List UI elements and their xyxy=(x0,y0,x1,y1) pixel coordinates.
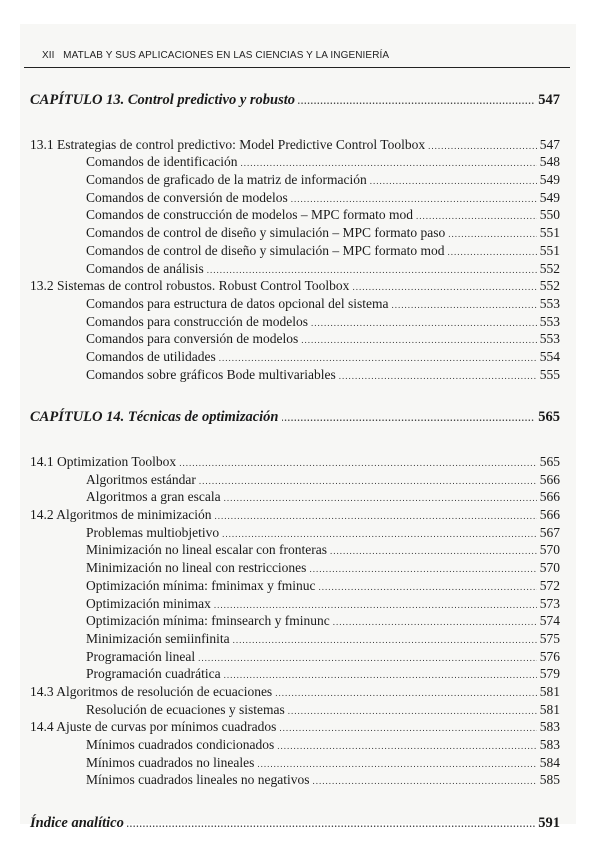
leader-dots xyxy=(318,579,536,597)
toc-item xyxy=(30,153,560,171)
toc-entry-page: 565 xyxy=(539,454,560,469)
toc-entry-title: Optimización mínima: fminsearch y fminunc xyxy=(86,613,330,629)
leader-dots xyxy=(339,368,537,386)
leader-dots xyxy=(127,816,535,834)
toc-section-13-2 xyxy=(30,277,560,295)
toc-entry-title: 13.1 Estrategias de control predictivo: Model Predictive Control Toolbox xyxy=(30,136,426,152)
leader-dots xyxy=(312,773,536,791)
toc-entry-title: Comandos de graficado de la matriz de información xyxy=(86,172,367,188)
toc-entry-page: 585 xyxy=(539,772,560,788)
toc-chapter-13 xyxy=(30,92,560,110)
toc-entry-page: 566 xyxy=(539,489,560,505)
leader-dots xyxy=(392,297,537,315)
toc-entry-page: 584 xyxy=(539,754,560,770)
toc-entry-title: Comandos para construcción de modelos xyxy=(86,313,308,329)
toc-entry-page: 551 xyxy=(539,225,560,241)
toc-entry-title: Comandos de construcción de modelos – MPC formato mod xyxy=(86,207,413,223)
toc-entry-page: 555 xyxy=(539,366,560,382)
toc-item xyxy=(30,366,560,384)
toc-item xyxy=(30,224,560,242)
toc-section-14-3 xyxy=(30,683,560,701)
leader-dots xyxy=(330,543,537,561)
toc-entry-title: Algoritmos a gran escala xyxy=(86,489,221,505)
toc-entry-page: 553 xyxy=(539,295,560,311)
leader-dots xyxy=(279,720,536,738)
toc-item xyxy=(30,206,560,224)
toc-entry-title: 14.1 Optimization Toolbox xyxy=(30,454,177,469)
toc-entry-title: Programación cuadrática xyxy=(86,666,221,682)
toc-entry-page: 553 xyxy=(539,313,560,329)
toc-item xyxy=(30,260,560,278)
toc-item xyxy=(30,648,560,666)
toc-entry-page: 551 xyxy=(539,242,560,258)
leader-dots xyxy=(333,614,537,632)
header-rule xyxy=(24,67,570,68)
leader-dots xyxy=(447,244,536,262)
toc-item xyxy=(30,630,560,648)
leader-dots xyxy=(277,738,537,756)
leader-dots xyxy=(214,508,536,526)
leader-dots xyxy=(370,173,537,191)
toc-entry-title: CAPÍTULO 13. Control predictivo y robusto xyxy=(30,92,296,108)
leader-dots xyxy=(311,315,537,333)
leader-dots xyxy=(275,685,537,703)
toc-entry-title: Índice analítico xyxy=(30,815,124,832)
toc-entry-page: 552 xyxy=(539,260,560,276)
toc-item xyxy=(30,313,560,331)
toc-entry-page: 548 xyxy=(539,154,560,170)
toc-index xyxy=(30,815,560,833)
toc-entry-title: Comandos para conversión de modelos xyxy=(86,331,299,347)
header-book-title: MATLAB Y SUS APLICACIONES EN LAS CIENCIAS Y LA INGENIERÍA xyxy=(63,50,390,61)
toc-entry-title: Mínimos cuadrados no lineales xyxy=(86,754,255,770)
toc-entry-page: 579 xyxy=(539,666,560,682)
toc-item xyxy=(30,754,560,772)
leader-dots xyxy=(224,490,537,508)
toc-item xyxy=(30,577,560,595)
toc-entry-title: Optimización minimax xyxy=(86,595,211,611)
toc-entry-page: 566 xyxy=(539,507,560,523)
toc-entry-page: 554 xyxy=(539,348,560,364)
toc-item xyxy=(30,242,560,260)
toc-entry-page: 583 xyxy=(539,737,560,752)
toc-item xyxy=(30,171,560,189)
toc-entry-title: Comandos de conversión de modelos xyxy=(86,189,288,205)
toc-item xyxy=(30,612,560,630)
toc-entry-title: 14.3 Algoritmos de resolución de ecuaciones xyxy=(30,683,273,699)
leader-dots xyxy=(179,455,537,473)
toc-entry-page: 547 xyxy=(539,136,560,152)
toc-entry-page: 591 xyxy=(538,815,560,832)
toc-section-14-4 xyxy=(30,718,560,736)
toc-item xyxy=(30,295,560,313)
toc-entry-title: CAPÍTULO 14. Técnicas de optimización xyxy=(30,409,279,426)
toc-entry-page: 549 xyxy=(539,189,560,205)
toc-section-13-1 xyxy=(30,136,560,154)
running-header xyxy=(42,50,389,61)
toc-entry-title: Minimización no lineal escalar con fronteras xyxy=(86,542,328,558)
table-of-contents xyxy=(30,92,560,833)
toc-entry-page: 581 xyxy=(539,683,560,699)
toc-entry-page: 553 xyxy=(539,331,560,347)
toc-item xyxy=(30,701,560,719)
toc-entry-title: Mínimos cuadrados condicionados xyxy=(86,737,275,752)
toc-item xyxy=(30,488,560,506)
toc-entry-title: Comandos de utilidades xyxy=(86,348,216,364)
toc-entry-title: 14.2 Algoritmos de minimización xyxy=(30,507,212,523)
toc-section-14-1 xyxy=(30,453,560,471)
header-page-number: XII xyxy=(42,50,55,61)
leader-dots xyxy=(298,93,535,111)
toc-entry-title: Comandos para estructura de datos opcional del sistema xyxy=(86,295,389,311)
toc-entry-title: 13.2 Sistemas de control robustos. Robust Control Toolbox xyxy=(30,278,350,294)
toc-entry-title: Optimización mínima: fminimax y fminuc xyxy=(86,577,316,593)
toc-item xyxy=(30,665,560,683)
leader-dots xyxy=(282,410,536,428)
toc-entry-title: Algoritmos estándar xyxy=(86,471,196,487)
toc-entry-page: 573 xyxy=(539,595,560,611)
toc-section-14-2 xyxy=(30,506,560,524)
toc-entry-page: 549 xyxy=(539,172,560,188)
toc-entry-title: Comandos de análisis xyxy=(86,260,204,276)
toc-item xyxy=(30,771,560,789)
toc-entry-page: 565 xyxy=(538,409,560,426)
toc-entry-title: Minimización no lineal con restricciones xyxy=(86,560,307,576)
toc-entry-title: Comandos sobre gráficos Bode multivariables xyxy=(86,366,336,382)
toc-entry-title: 14.4 Ajuste de curvas por mínimos cuadrados xyxy=(30,719,277,735)
toc-entry-title: Mínimos cuadrados lineales no negativos xyxy=(86,772,310,788)
toc-item xyxy=(30,559,560,577)
leader-dots xyxy=(233,632,537,650)
toc-entry-page: 574 xyxy=(539,613,560,629)
toc-item xyxy=(30,348,560,366)
leader-dots xyxy=(288,703,537,721)
toc-item xyxy=(30,330,560,348)
toc-entry-page: 547 xyxy=(538,92,560,108)
toc-entry-title: Comandos de identificación xyxy=(86,154,238,170)
toc-entry-page: 552 xyxy=(539,278,560,294)
toc-item xyxy=(30,524,560,542)
toc-entry-page: 583 xyxy=(539,719,560,735)
toc-item xyxy=(30,595,560,613)
leader-dots xyxy=(198,650,537,668)
toc-entry-title: Minimización semiinfinita xyxy=(86,630,230,646)
toc-chapter-14 xyxy=(30,409,560,427)
toc-entry-page: 567 xyxy=(539,524,560,540)
toc-item xyxy=(30,736,560,754)
toc-entry-page: 566 xyxy=(539,471,560,487)
leader-dots xyxy=(428,138,537,156)
toc-entry-title: Programación lineal xyxy=(86,648,196,664)
leader-dots xyxy=(448,226,537,244)
toc-entry-page: 572 xyxy=(539,577,560,593)
toc-entry-page: 570 xyxy=(539,542,560,558)
toc-entry-title: Resolución de ecuaciones y sistemas xyxy=(86,701,285,717)
toc-entry-page: 570 xyxy=(539,560,560,576)
toc-entry-title: Comandos de control de diseño y simulación – MPC formato mod xyxy=(86,242,445,258)
toc-entry-title: Comandos de control de diseño y simulación – MPC formato paso xyxy=(86,225,446,241)
toc-entry-page: 581 xyxy=(539,701,560,717)
toc-entry-title: Problemas multiobjetivo xyxy=(86,524,220,540)
toc-entry-page: 575 xyxy=(539,630,560,646)
leader-dots xyxy=(309,561,536,579)
leader-dots xyxy=(199,473,537,491)
toc-entry-page: 576 xyxy=(539,648,560,664)
toc-item xyxy=(30,541,560,559)
toc-item xyxy=(30,189,560,207)
leader-dots xyxy=(301,332,537,350)
toc-item xyxy=(30,471,560,489)
toc-entry-page: 550 xyxy=(539,207,560,223)
